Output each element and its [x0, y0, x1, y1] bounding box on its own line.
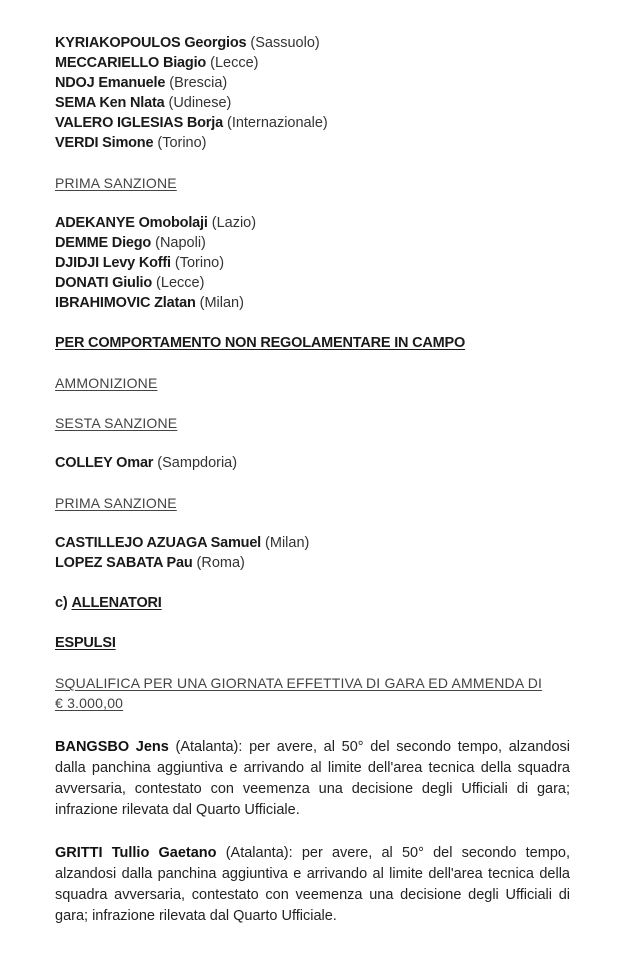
list-item: LOPEZ SABATA Pau (Roma) — [55, 555, 245, 571]
list-item: VALERO IGLESIAS Borja (Internazionale) — [55, 115, 328, 131]
list-item: IBRAHIMOVIC Zlatan (Milan) — [55, 295, 244, 311]
section-heading-espulsi: ESPULSI — [55, 635, 116, 651]
list-item: ADEKANYE Omobolaji (Lazio) — [55, 215, 257, 231]
subheading-prima-sanzione: PRIMA SANZIONE — [55, 175, 177, 191]
list-item: MECCARIELLO Biagio (Lecce) — [55, 55, 259, 71]
list-item: COLLEY Omar (Sampdoria) — [55, 455, 238, 471]
list-item: CASTILLEJO AZUAGA Samuel (Milan) — [55, 535, 310, 551]
player-list-4 — [55, 533, 570, 573]
sanction-entry: GRITTI Tullio Gaetano (Atalanta): per avere, al 50° del secondo tempo, alzandosi dalla panchina aggiuntiva e arrivando al limite dell'area tecnica della squadra avversaria, contestato con veemenza una decisione degli Ufficiali di gara; infrazione rilevata dal Quarto Ufficiale. — [55, 845, 570, 924]
list-item: VERDI Simone (Torino) — [55, 135, 207, 151]
subheading-sesta-sanzione: SESTA SANZIONE — [55, 415, 178, 431]
subheading-ammonizione: AMMONIZIONE — [55, 375, 158, 391]
subheading-prima-sanzione: PRIMA SANZIONE — [55, 495, 177, 511]
subheading-squalifica: SQUALIFICA PER UNA GIORNATA EFFETTIVA DI GARA ED AMMENDA DI € 3.000,00 — [55, 675, 543, 711]
list-item: DEMME Diego (Napoli) — [55, 235, 206, 251]
sanction-entry: BANGSBO Jens (Atalanta): per avere, al 50° del secondo tempo, alzandosi dalla panchina aggiuntiva e arrivando al limite dell'area tecnica della squadra avversaria, contestato con veemenza una decisione degli Ufficiali di gara; infrazione rilevata dal Quarto Ufficiale. — [55, 739, 570, 818]
section-heading-comportamento: PER COMPORTAMENTO NON REGOLAMENTARE IN CAMPO — [55, 335, 466, 351]
section-heading-allenatori: c) ALLENATORI — [55, 595, 162, 611]
list-item: KYRIAKOPOULOS Georgios (Sassuolo) — [55, 35, 320, 51]
list-item: SEMA Ken Nlata (Udinese) — [55, 95, 232, 111]
player-list-2 — [55, 213, 570, 313]
list-item: NDOJ Emanuele (Brescia) — [55, 75, 228, 91]
list-item: DJIDJI Levy Koffi (Torino) — [55, 255, 225, 271]
list-item: DONATI Giulio (Lecce) — [55, 275, 205, 291]
document-page — [55, 33, 570, 927]
player-list-3 — [55, 453, 570, 473]
player-list-1 — [55, 33, 570, 153]
